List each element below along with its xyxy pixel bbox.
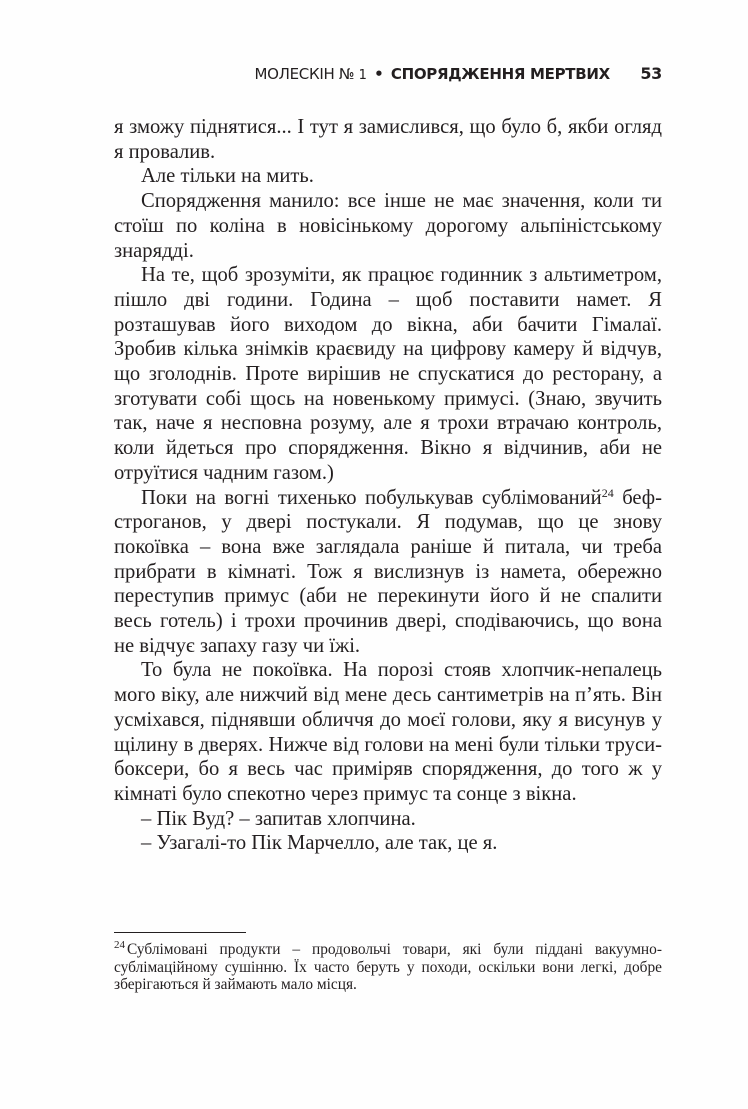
paragraph-continuation: я зможу піднятися... І тут я замислився, що було б, якби огляд я провалив. [114, 116, 662, 163]
paragraph: Спорядження манило: все інше не має значення, коли ти стоїш по коліна в новісінькому дорогому альпіністському знарядді. [114, 190, 662, 262]
paragraph-text: беф-строганов, у двері постукали. Я подумав, що це знову покоївка – вона вже заглядала раніше й питала, чи треба прибрати в кімнаті. Тож я вислизнув із намета, обережно переступив примус (аби не перекинути його й не спалити весь готель) і трохи прочинив двері, сподіваючись, що вона не відчує запаху газу чи їжі. [114, 486, 662, 657]
paragraph: То була не покоївка. На порозі стояв хлопчик-непалець мого віку, але нижчий від мене десь сантиметрів на п’ять. Він усміхався, піднявши обличчя до моєї голови, яку я висунув у щілину в дверях. Нижче від голови на мені були тільки труси-боксери, бо я весь час приміряв спорядження, до того ж у кімнаті було спекотно через примус та сонце з вікна. [114, 659, 662, 805]
footnotes [114, 938, 662, 994]
running-head [114, 62, 662, 86]
body-text [114, 115, 662, 856]
footnote-divider [114, 932, 246, 933]
footnote-reference[interactable]: 24 [601, 485, 614, 500]
paragraph: Але тільки на мить. [141, 165, 314, 188]
paragraph: На те, щоб зрозуміти, як працює годинник з альтиметром, пішло дві години. Година – щоб поставити намет. Я розташував його виходом до вікна, аби бачити Гімалаї. Зробив кілька знімків краєвиду на цифрову камеру й відчув, що зголоднів. Проте вирішив не спускатися до ресторану, а зготувати собі щось на новенькому примусі. (Знаю, звучить так, наче я несповна розуму, але я трохи втрачаю контроль, коли йдеться про спорядження. Вікно я відчинив, аби не отруїтися чадним газом.) [114, 264, 662, 484]
paragraph-with-footnote [114, 486, 662, 659]
separator-bullet: • [374, 65, 384, 83]
series-title: МОЛЕСКІН № [254, 65, 355, 83]
footnote-number: 24 [114, 938, 125, 951]
footnote-text: Сублімовані продукти – продовольчі товари, які були піддані вакуумно-сублімаційному сушінню. Їх часто беруть у походи, оскільки вони легкі, добре зберігаються й займають мало місця. [114, 941, 662, 993]
series-number: 1 [358, 68, 367, 83]
page-number: 53 [640, 64, 662, 83]
footnote [114, 938, 662, 994]
paragraph-text: Поки на вогні тихенько побулькував сублімований [141, 486, 602, 509]
chapter-title: СПОРЯДЖЕННЯ МЕРТВИХ [390, 65, 610, 83]
dialogue-line: – Узагалі-то Пік Марчелло, але так, це я. [141, 832, 498, 855]
dialogue-line: – Пік Вуд? – запитав хлопчина. [141, 807, 416, 830]
